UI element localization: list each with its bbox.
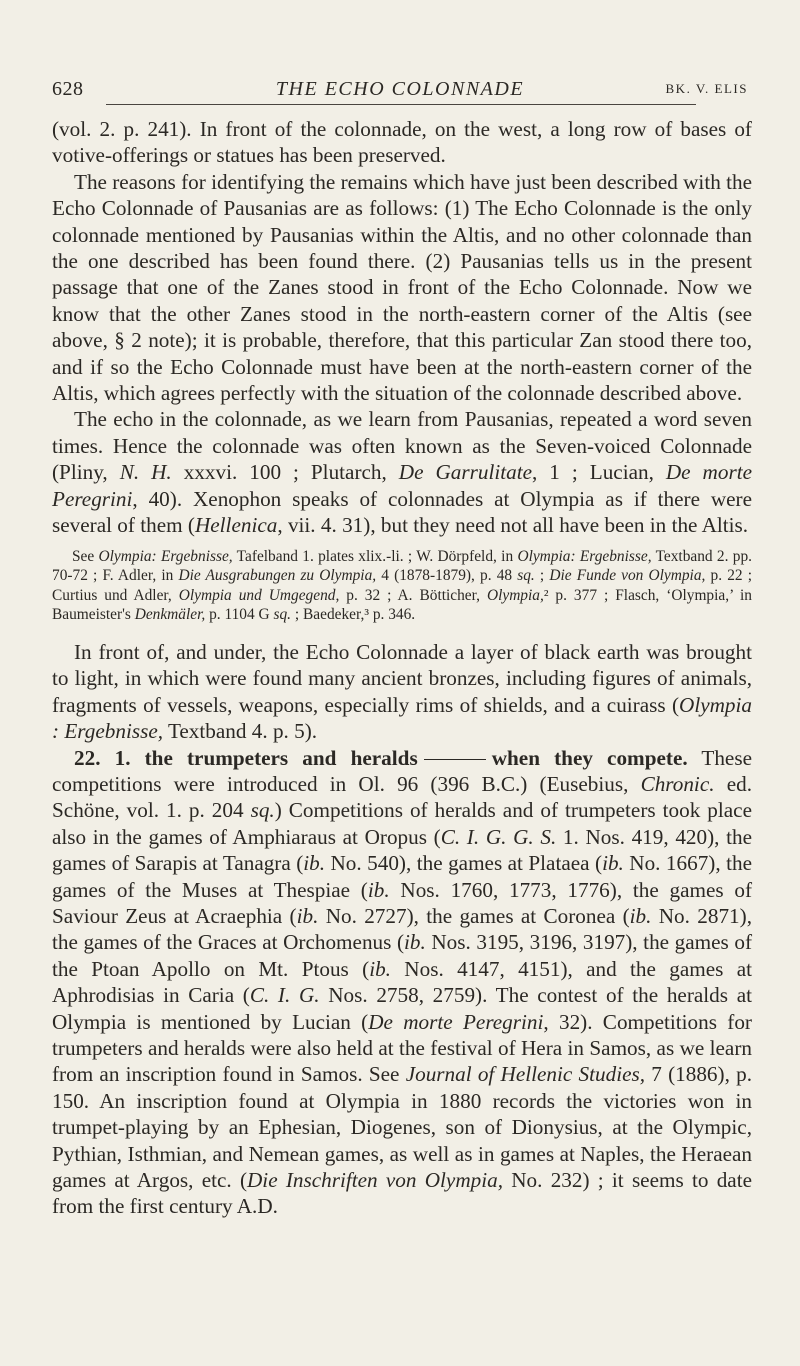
header-rule	[106, 104, 696, 105]
lemma-start: the trumpeters and heralds	[144, 745, 418, 770]
references-note	[52, 547, 752, 625]
page-header	[52, 72, 748, 108]
paragraph-3: The echo in the colonnade, as we learn from Pausanias, repeated a word seven times. Hence the colonnade was often known as the Seven-voiced Colonnade (Pliny, N. H. xxxvi. 100 ; Plutarch, De Garrulitate, 1 ; Lucian, De morte Peregrini, 40). Xenophon speaks of colonnades at Olympia as if there were several of them (Hellenica, vii. 4. 31), but they need not all have been in the Altis.	[52, 407, 752, 538]
references-paragraph: See Olympia: Ergebnisse, Tafelband 1. plates xlix.-li. ; W. Dörpfeld, in Olympia: Ergebnisse, Textband 2. pp. 70-72 ; F. Adler, in Die Ausgrabungen zu Olympia, 4 (1878-1879), p. 48 sq. ; Die Funde von Olympia, p. 22 ; Curtius und Adler, Olympia und Umgegend, p. 32 ; A. Bötticher, Olympia,² p. 377 ; Flasch, ‘Olympia,’ in Baumeister's Denkmäler, p. 1104 G sq. ; Baedeker,³ p. 346.	[52, 547, 753, 624]
paragraph-1: (vol. 2. p. 241). In front of the colonnade, on the west, a long row of bases of votive-offerings or statues has been preserved.	[52, 117, 752, 168]
paragraph-2: The reasons for identifying the remains which have just been described with the Echo Colonnade of Pausanias are as follows: (1) The Echo Colonnade is the only colonnade mentioned by Pausanias within the Altis, and no other colonnade than the one described has been found there. (2) Pausanias tells us in the present passage that one of the Zanes stood in front of the Echo Colonnade. Now we know that the other Zanes stood in the north-eastern corner of the Altis (see above, § 2 note); it is probable, therefore, that this particular Zan stood there too, and if so the Echo Colonnade must have been at the north-eastern corner of the Altis, which agrees perfectly with the situation of the colonnade described above.	[52, 169, 752, 406]
lemma-dash	[424, 759, 486, 760]
book-reference: BK. V. ELIS	[665, 81, 748, 96]
section-number: 22. 1.	[74, 745, 131, 770]
page-number: 628	[52, 78, 84, 100]
running-title: THE ECHO COLONNADE	[275, 78, 525, 100]
paragraph-4: In front of, and under, the Echo Colonnade a layer of black earth was brought to light, in which were found many ancient bronzes, including figures of animals, fragments of vessels, weapons, especially rims of shields, and a cuirass (Olympia : Ergebnisse, Textband 4. p. 5).	[52, 639, 752, 744]
lemma-end: when they compete.	[491, 745, 688, 770]
paragraph-5-commentary: 22. 1. the trumpeters and heralds when they compete. These competitions were introduced in Ol. 96 (396 B.C.) (Eusebius, Chronic. ed. Schöne, vol. 1. p. 204 sq.) Competitions of heralds and of trumpeters took place also in the games of Amphiaraus at Oropus (C. I. G. G. S. 1. Nos. 419, 420), the games of Sarapis at Tanagra (ib. No. 540), the games at Plataea (ib. No. 1667), the games of the Muses at Thespiae (ib. Nos. 1760, 1773, 1776), the games of Saviour Zeus at Acraephia (ib. No. 2727), the games at Coronea (ib. No. 2871), the games of the Graces at Orchomenus (ib. Nos. 3195, 3196, 3197), the games of the Ptoan Apollo on Mt. Ptous (ib. Nos. 4147, 4151), and the games at Aphrodisias in Caria (C. I. G. Nos. 2758, 2759). The contest of the heralds at Olympia is mentioned by Lucian (De morte Peregrini, 32). Competitions for trumpeters and heralds were also held at the festival of Hera in Samos, as we learn from an inscription found in Samos. See Journal of Hellenic Studies, 7 (1886), p. 150. An inscription found at Olympia in 1880 records the victories won in trumpet-playing by an Ephesian, Diogenes, son of Dionysius, at the Olympic, Pythian, Isthmian, and Nemean games, as well as in games at Naples, the Heraean games at Argos, etc. (Die Inschriften von Olympia, No. 232) ; it seems to date from the first century A.D.	[52, 745, 753, 1219]
main-text	[52, 116, 752, 1220]
